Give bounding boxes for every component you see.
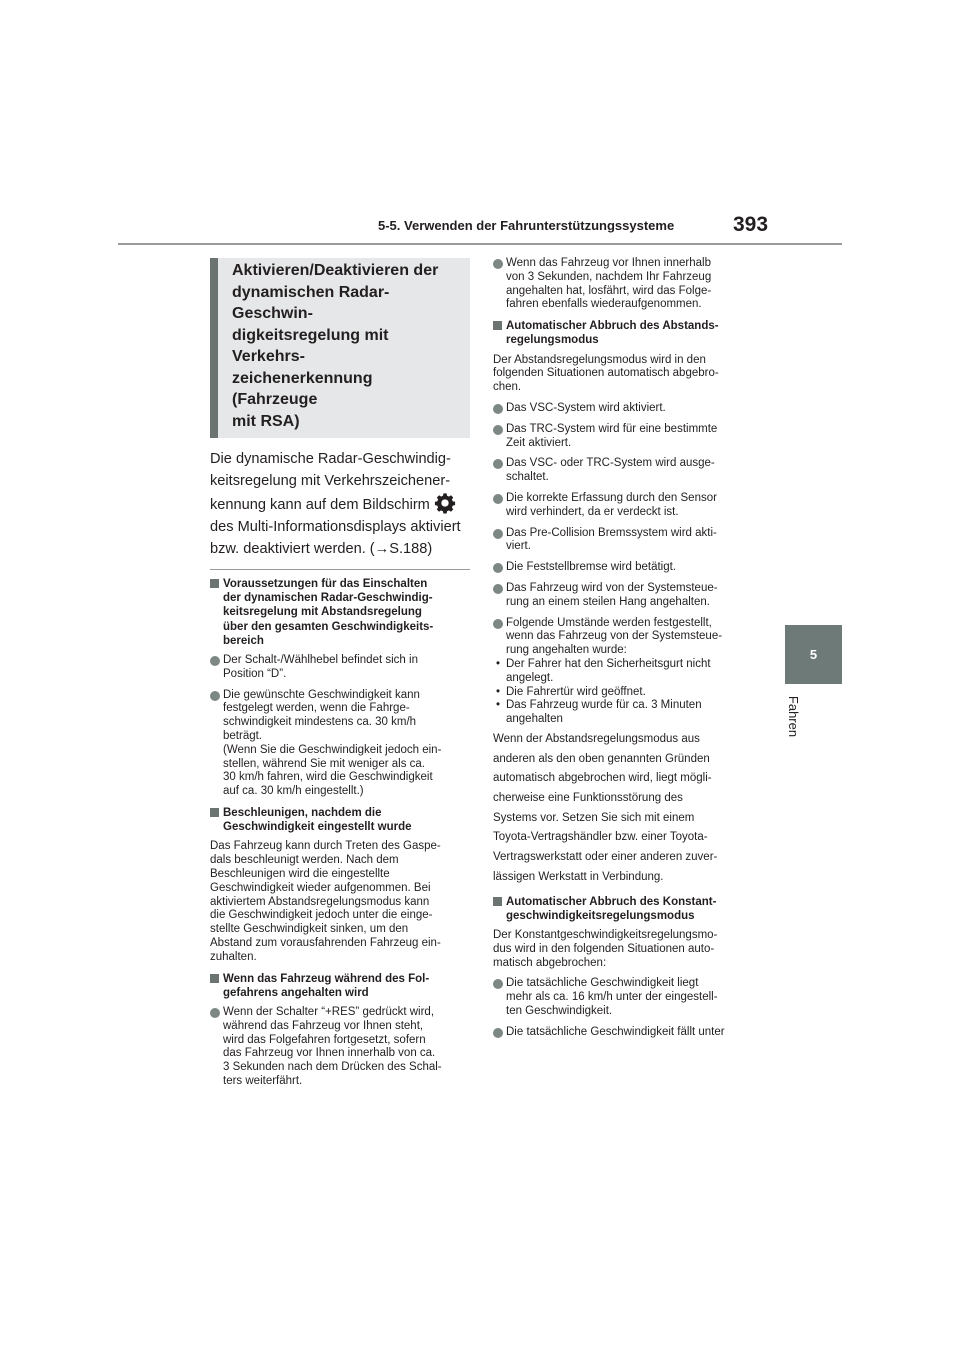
list-item: Wenn der Schalter “+RES” gedrückt wird, während das Fahrzeug vor Ihnen steht, wird das Folgefahren fortgesetzt, sofern das Fahrzeug vor Ihnen innerhalb von ca. 3 Sekunden nach dem Drücken des Schal- ters weiterfährt. bbox=[210, 1006, 470, 1089]
left-column bbox=[210, 258, 470, 1096]
subheading-distance-cancel: Automatischer Abbruch des Abstands- regelungsmodus bbox=[493, 319, 753, 347]
divider bbox=[210, 569, 470, 570]
section-title: 5-5. Verwenden der Fahrunterstützungssysteme bbox=[378, 218, 675, 233]
list-item: Die korrekte Erfassung durch den Sensor wird verhindert, da er verdeckt ist. bbox=[493, 492, 753, 520]
list-item: Das Fahrzeug wird von der Systemsteue- rung an einem steilen Hang angehalten. bbox=[493, 582, 753, 610]
sub-list-item: • Die Fahrertür wird geöffnet. bbox=[493, 686, 753, 700]
chapter-label: Fahren bbox=[786, 695, 802, 737]
section-heading: Aktivieren/Deaktivieren der dynamischen Radar-Geschwin- digkeitsregelung mit Verkehrs- zeichenerkennung (Fahrzeuge mit RSA) bbox=[232, 262, 439, 430]
sub-list-item: • Der Fahrer hat den Sicherheitsgurt nicht angelegt. bbox=[493, 658, 753, 686]
paragraph: Das Fahrzeug kann durch Treten des Gaspe- dals beschleunigt werden. Nach dem Beschleunigen wird die eingestellte Geschwindigkeit wieder aufgenommen. Bei aktiviertem Abstandsregelungsmodus kann die Geschwindigkeit jedoch unter die einge- stellte Geschwindigkeit sinken, um den Abstand zum vorausfahrenden Fahrzeug ein- zuhalten. bbox=[210, 840, 441, 963]
list-item: Wenn das Fahrzeug vor Ihnen innerhalb von 3 Sekunden, nachdem Ihr Fahrzeug angehalten hat, losfährt, wird das Folge- fahren ebenfalls wiederaufgenommen. bbox=[493, 257, 753, 312]
paragraph: Der Konstantgeschwindigkeitsregelungsmo- dus wird in den folgenden Situationen auto- matisch abgebrochen: bbox=[493, 928, 718, 969]
list-item: Das TRC-System wird für eine bestimmte Zeit aktiviert. bbox=[493, 423, 753, 451]
sub-list-item: • Das Fahrzeug wurde für ca. 3 Minuten angehalten bbox=[493, 699, 753, 727]
subheading-prerequisites: Voraussetzungen für das Einschalten der dynamischen Radar-Geschwindig- keitsregelung mit Abstandsregelung über den gesamten Geschwindigkeits- bereich bbox=[210, 577, 470, 648]
list-item: Die tatsächliche Geschwindigkeit fällt unter bbox=[493, 1026, 753, 1040]
list-item: Das VSC- oder TRC-System wird ausge- schaltet. bbox=[493, 457, 753, 485]
chapter-label-container bbox=[780, 690, 808, 742]
list-item: Der Schalt-/Wählhebel befindet sich in Position “D”. bbox=[210, 654, 470, 682]
list-item: Das VSC-System wird aktiviert. bbox=[493, 402, 753, 416]
list-item: Die Feststellbremse wird betätigt. bbox=[493, 561, 753, 575]
subheading-constant-cancel: Automatischer Abbruch des Konstant- geschwindigkeitsregelungsmodus bbox=[493, 895, 753, 923]
list-item: Folgende Umstände werden festgestellt, wenn das Fahrzeug von der Systemsteue- rung angehalten wurde: bbox=[493, 617, 753, 658]
list-item: Das Pre-Collision Bremssystem wird akti- viert. bbox=[493, 527, 753, 555]
intro-text-2: des Multi-Informationsdisplays aktiviert bzw. deaktiviert werden. (→S.188) bbox=[210, 519, 461, 557]
section-heading-box bbox=[210, 258, 470, 438]
gear-icon bbox=[434, 492, 456, 514]
paragraph: Der Abstandsregelungsmodus wird in den folgenden Situationen automatisch abgebro- chen. bbox=[493, 353, 719, 394]
intro-paragraph bbox=[210, 448, 470, 560]
subheading-stopped: Wenn das Fahrzeug während des Fol- gefahrens angehalten wird bbox=[210, 972, 470, 1000]
subheading-accelerating: Beschleunigen, nachdem die Geschwindigkeit eingestellt wurde bbox=[210, 806, 470, 834]
page-number: 393 bbox=[733, 213, 769, 236]
intro-text-1: Die dynamische Radar-Geschwindig- keitsregelung mit Verkehrszeichener- kennung kann auf dem Bildschirm bbox=[210, 451, 451, 513]
list-item: Die tatsächliche Geschwindigkeit liegt mehr als ca. 16 km/h unter der eingestell- ten Geschwindigkeit. bbox=[493, 977, 753, 1018]
header-divider bbox=[118, 243, 842, 245]
paragraph-note: Wenn der Abstandsregelungsmodus aus anderen als den oben genannten Gründen automatisch abgebrochen wird, liegt mögli- cherweise eine Funktionsstörung des Systems vor. Setzen Sie sich mit einem Toyota-Vertragshändler bzw. einer Toyota- Vertragswerkstatt oder einer anderen zuver- lässigen Werkstatt in Verbindung. bbox=[493, 732, 718, 883]
right-column bbox=[493, 257, 753, 1047]
list-item: Die gewünschte Geschwindigkeit kann festgelegt werden, wenn die Fahrge- schwindigkeit mindestens ca. 30 km/h beträgt. (Wenn Sie die Geschwindigkeit jedoch ein- stellen, während Sie mit weniger als ca. 30 km/h fahren, wird die Geschwindigkeit auf ca. 30 km/h eingestellt.) bbox=[210, 689, 470, 799]
chapter-tab[interactable] bbox=[785, 625, 842, 684]
chapter-number: 5 bbox=[809, 647, 818, 662]
